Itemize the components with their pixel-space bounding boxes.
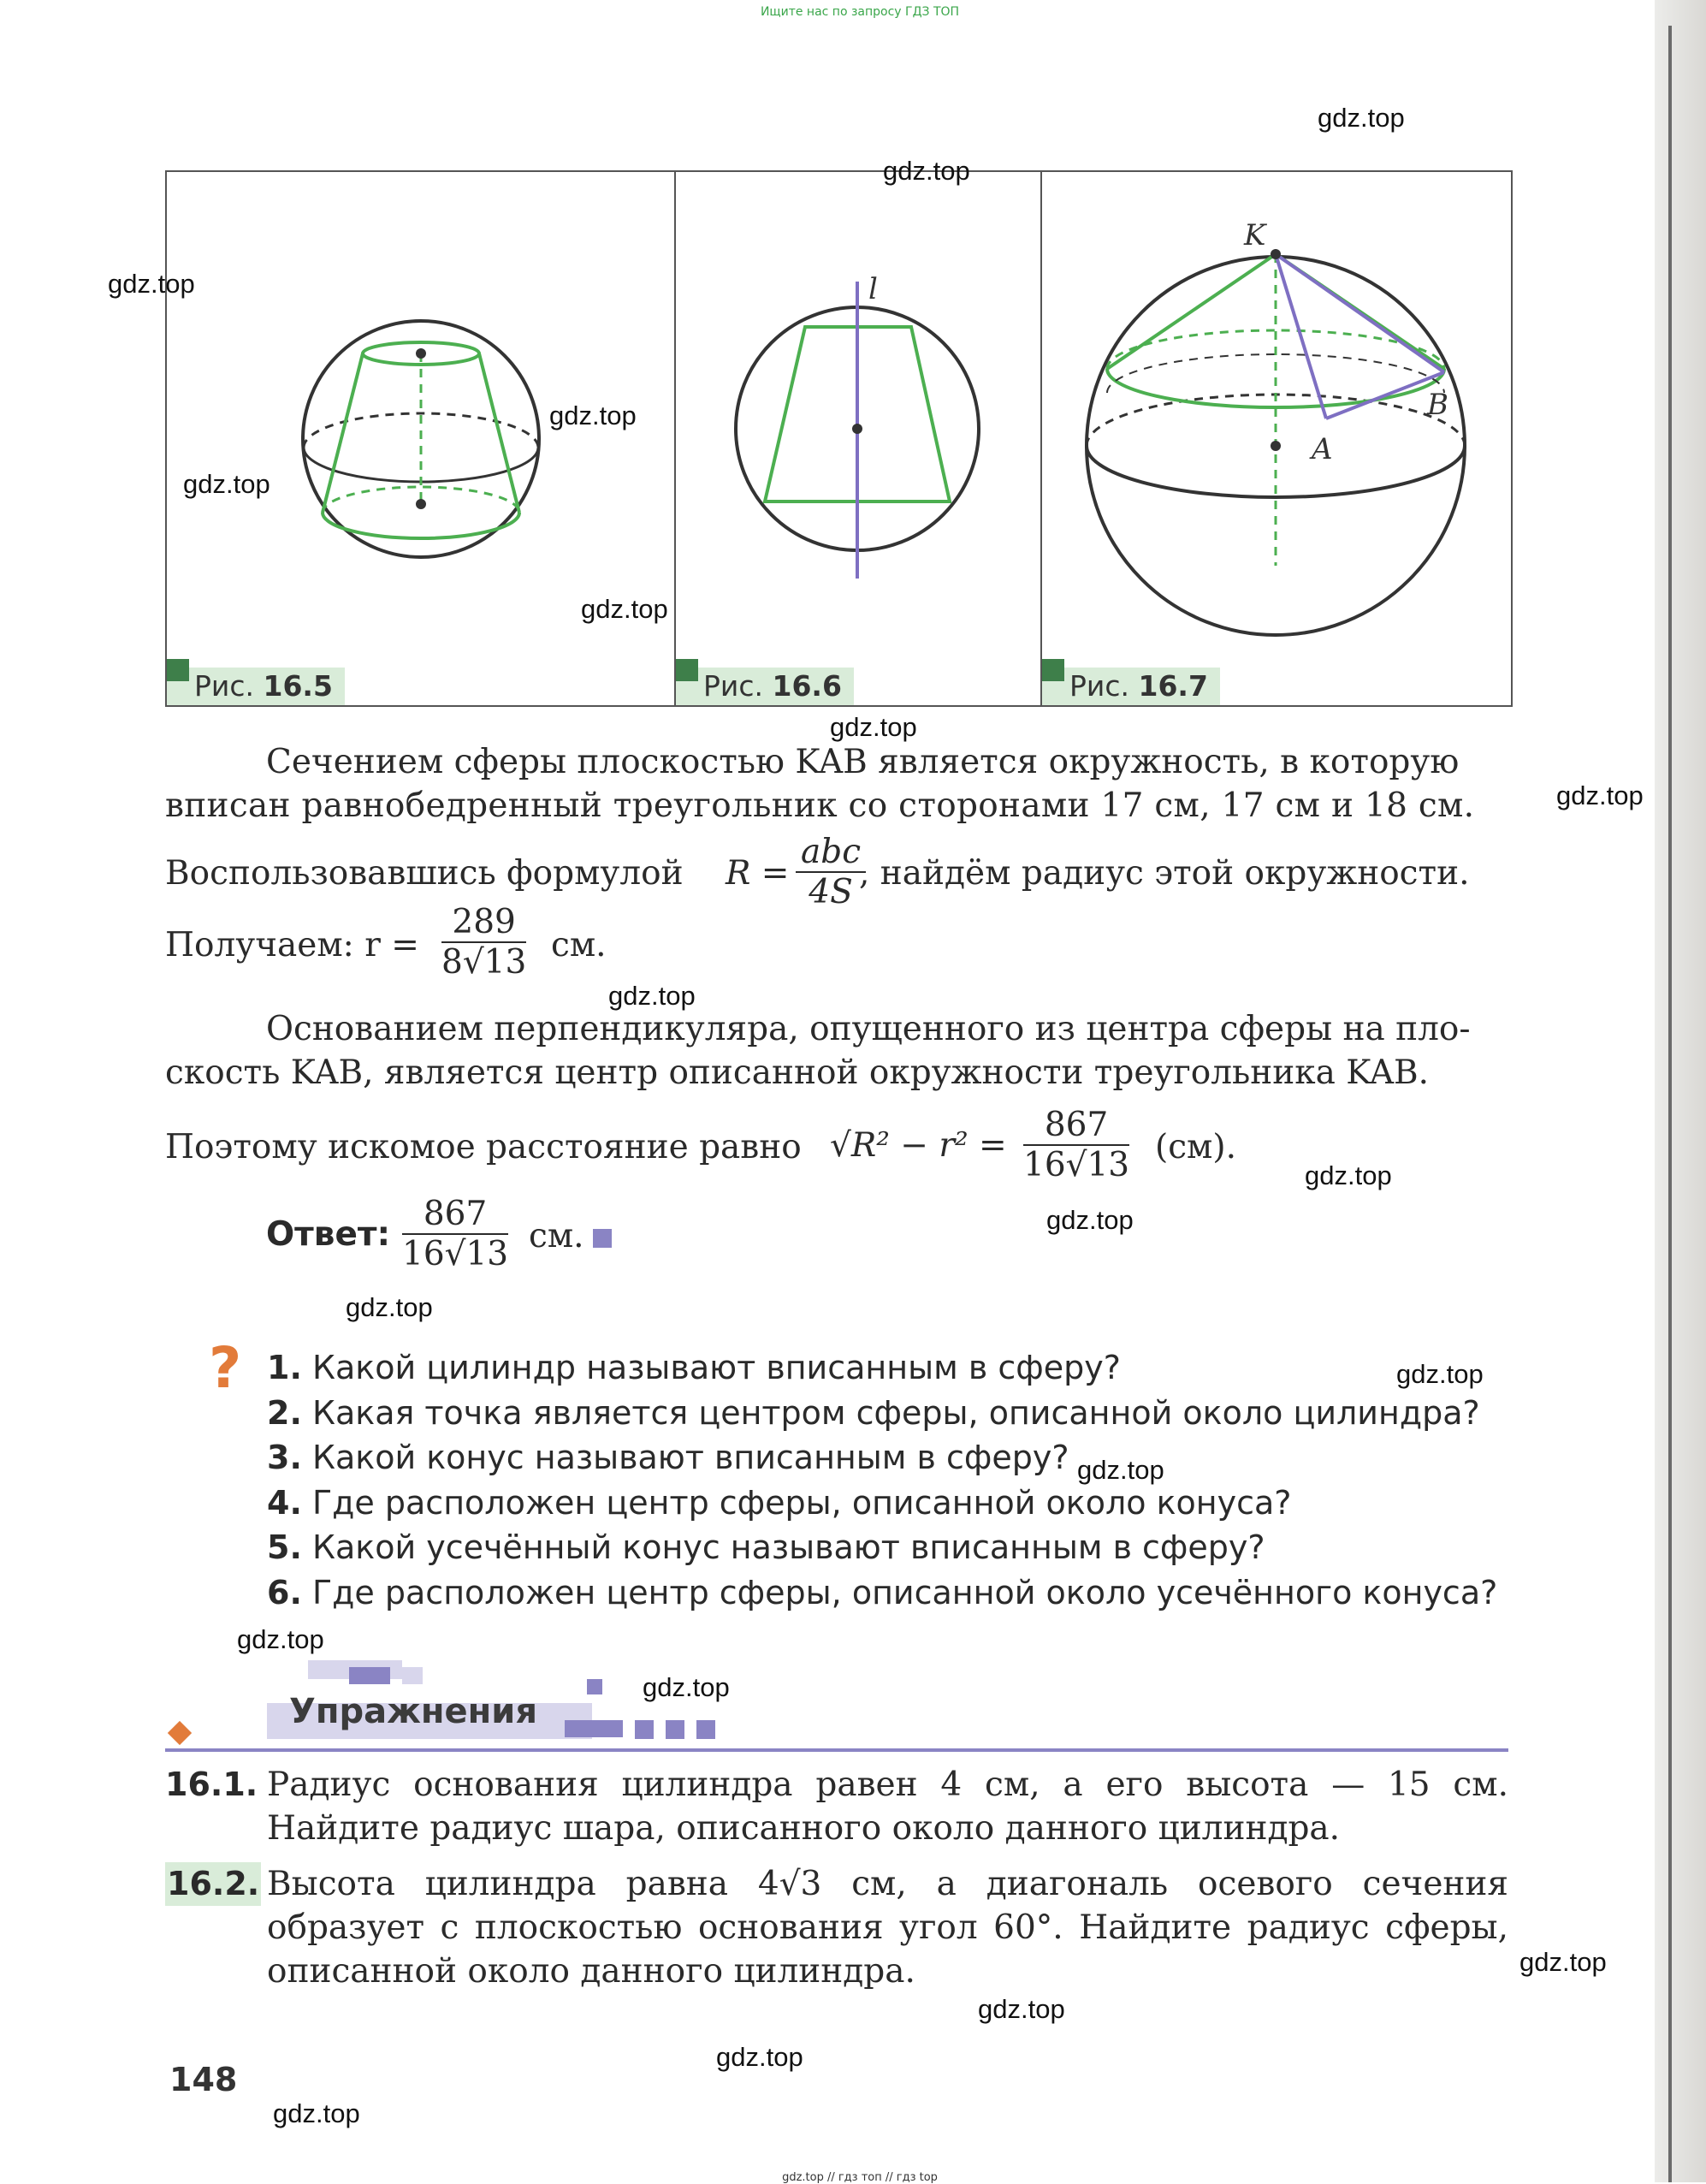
distance-intro: Поэтому искомое расстояние равно — [165, 1128, 802, 1166]
exercise-text: Высота цилиндра равна 4√3 см, а диагональ осевого сечения образует с плоскостью основания угол 60°. Найдите радиус сферы, описанной около данного цилиндра. — [267, 1865, 1508, 1991]
header-decoration — [635, 1720, 654, 1739]
figures-panel — [165, 170, 1513, 707]
exercise-number: 16.2. — [165, 1862, 261, 1906]
watermark: gdz.top — [108, 269, 195, 299]
top-note: Ищите нас по запросу ГДЗ ТОП — [760, 5, 960, 19]
figure-caption: Рис. 16.6 — [676, 668, 854, 705]
sphere-with-frustum-diagram — [167, 172, 674, 705]
distance-denominator: 16√13 — [1023, 1146, 1130, 1184]
watermark: gdz.top — [830, 712, 917, 742]
watermark: gdz.top — [716, 2042, 803, 2072]
watermark: gdz.top — [643, 1672, 730, 1702]
figure-16-5 — [167, 172, 674, 705]
watermark: gdz.top — [1556, 780, 1644, 810]
header-decoration — [565, 1720, 623, 1737]
point-label-b: B — [1427, 388, 1448, 422]
answer-numerator: 867 — [402, 1195, 508, 1235]
exercise-16-1 — [165, 1763, 1508, 1850]
watermark: gdz.top — [1305, 1160, 1392, 1190]
exercise-text: Радиус основания цилиндра равен 4 см, а его высота — 15 см. Найдите радиус шара, описанного около данного цилиндра. — [267, 1766, 1508, 1848]
figure-caption: Рис. 16.7 — [1042, 668, 1220, 705]
answer-fraction — [402, 1195, 508, 1273]
exercise-16-2 — [165, 1862, 1508, 1993]
point-label-k: K — [1244, 218, 1266, 252]
figure-caption: Рис. 16.5 — [167, 668, 345, 705]
distance-numerator: 867 — [1023, 1106, 1129, 1146]
exercise-number: 16.1. — [165, 1766, 258, 1803]
formula-fraction — [796, 833, 866, 911]
header-decoration — [402, 1667, 423, 1684]
point-label-a: A — [1312, 432, 1333, 466]
distance-unit: (см). — [1155, 1128, 1237, 1166]
answer-label: Ответ: — [266, 1215, 391, 1254]
answer-unit: см. — [529, 1217, 612, 1255]
sphere-with-cone-diagram — [1042, 172, 1513, 705]
watermark: gdz.top — [549, 401, 637, 430]
watermark: gdz.top — [1046, 1205, 1134, 1235]
circle-with-trapezoid-diagram — [676, 172, 1042, 705]
watermark: gdz.top — [273, 2098, 360, 2128]
header-decoration — [349, 1667, 390, 1684]
watermark: gdz.top — [978, 1994, 1065, 2024]
watermark: gdz.top — [237, 1624, 324, 1654]
watermark: gdz.top — [883, 156, 970, 186]
header-decoration — [587, 1679, 602, 1694]
radius-fraction — [441, 903, 526, 982]
watermark: gdz.top — [581, 594, 668, 624]
radius-unit: см. — [551, 926, 607, 964]
questions-list — [267, 1345, 1497, 1615]
formula-numerator: abc — [796, 833, 866, 873]
exercises-rule — [165, 1748, 1508, 1752]
question-item: 1. Какой цилиндр называют вписанным в сферу? — [267, 1349, 1121, 1386]
question-item: 6. Где расположен центр сферы, описанной около усечённого конуса? — [267, 1573, 1498, 1611]
watermark: gdz.top — [1077, 1455, 1164, 1485]
formula-denominator: 4S — [809, 873, 853, 911]
end-of-proof-icon — [593, 1229, 612, 1248]
distance-root-expression: √R² − r² = — [830, 1126, 1007, 1165]
header-decoration — [666, 1720, 684, 1739]
distance-fraction — [1023, 1106, 1129, 1184]
formula-outro: , найдём радиус этой окружности. — [859, 854, 1470, 893]
radius-numerator: 289 — [441, 903, 526, 943]
figure-16-7 — [1040, 172, 1513, 705]
question-item: 3. Какой конус называют вписанным в сферу? — [267, 1439, 1069, 1476]
question-item: 4. Где расположен центр сферы, описанной около конуса? — [267, 1483, 1292, 1522]
figure-16-6 — [674, 172, 1042, 705]
footer-text: gdz.top // гдз топ // гдз top — [782, 2171, 938, 2184]
question-item: 5. Какой усечённый конус называют вписанным в сферу? — [267, 1528, 1265, 1566]
formula-intro: Воспользовавшись формулой — [165, 854, 684, 893]
exercises-title: Упражнения — [289, 1692, 538, 1731]
paragraph-1-line-1: Сечением сферы плоскостью KAB является окружность, в которую — [266, 743, 1460, 781]
answer-denominator: 16√13 — [402, 1235, 509, 1273]
watermark: gdz.top — [608, 981, 696, 1011]
watermark: gdz.top — [1318, 103, 1405, 133]
radius-result-intro: Получаем: r = — [165, 926, 419, 964]
watermark: gdz.top — [1396, 1359, 1484, 1389]
question-mark-icon: ? — [209, 1335, 242, 1401]
watermark: gdz.top — [346, 1292, 433, 1322]
watermark: gdz.top — [1519, 1947, 1607, 1977]
question-item: 2. Какая точка является центром сферы, описанной около цилиндра? — [267, 1393, 1480, 1432]
paragraph-2-line-1: Основанием перпендикуляра, опущенного из центра сферы на пло- — [266, 1010, 1471, 1048]
watermark: gdz.top — [183, 469, 270, 499]
page-edge — [1655, 0, 1706, 2182]
diamond-icon — [168, 1721, 192, 1745]
formula-lhs: R = — [726, 854, 790, 893]
axis-label: l — [868, 272, 878, 306]
header-decoration — [696, 1720, 715, 1739]
page-number: 148 — [169, 2061, 238, 2098]
paragraph-1-line-2: вписан равнобедренный треугольник со сторонами 17 см, 17 см и 18 см. — [165, 786, 1475, 825]
page-edge-line — [1668, 26, 1672, 2182]
radius-denominator: 8√13 — [441, 943, 527, 982]
paragraph-2-line-2: скость KAB, является центр описанной окружности треугольника KAB. — [165, 1053, 1430, 1092]
